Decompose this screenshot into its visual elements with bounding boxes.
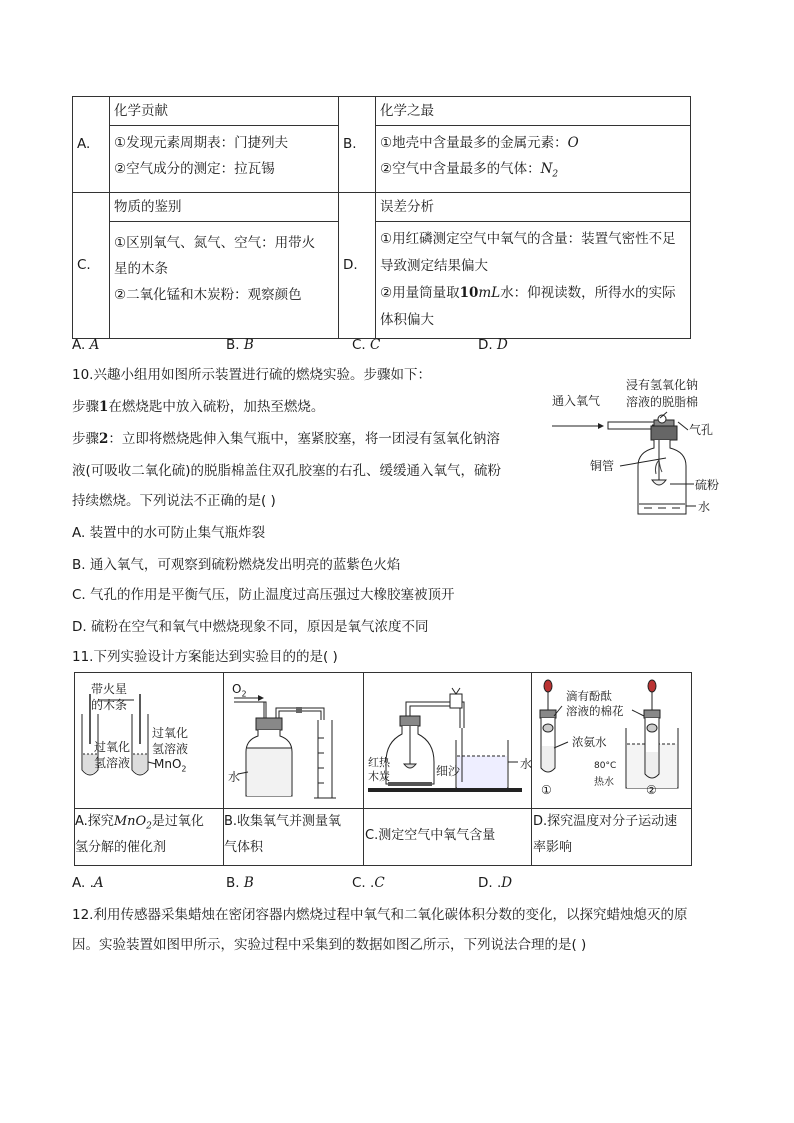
label-o2-inlet: $O_2$ [232, 682, 247, 699]
table-cell-b [376, 97, 691, 193]
q11-figure-c [364, 678, 528, 804]
label-sand: 细沙 [436, 764, 461, 778]
q9-option-b[interactable]: B. B [226, 337, 254, 353]
q12-stem-line1: 12.利用传感器采集蜡烛在密闭容器内燃烧过程中氧气和二氧化碳体积分数的变化，以探究蜡烛熄灭的原 [72, 907, 688, 923]
table-cell-label-c [73, 192, 110, 338]
q10-option-a[interactable]: A. 装置中的水可防止集气瓶炸裂 [72, 525, 266, 541]
q9-option-d[interactable]: D. D [478, 337, 508, 353]
option-label: B. [343, 136, 357, 153]
label-charcoal-1: 红热 [368, 756, 390, 769]
q10-stem: 10.兴趣小组用如图所示装置进行硫的燃烧实验。步骤如下： [72, 367, 431, 383]
cell-heading: 误差分析 [376, 193, 690, 222]
q11-caption-d-line2: 率影响 [533, 840, 573, 855]
q9-option-a[interactable]: A. A [72, 337, 100, 353]
q11-option-d[interactable]: D. .D [478, 875, 513, 891]
label-temp: 80°C [594, 761, 617, 771]
label-splint-2: 的木条 [91, 698, 128, 712]
cell-line: ②空气中含量最多的气体：$N_2$ [380, 161, 559, 180]
q11-option-a[interactable]: A. .A [72, 875, 104, 891]
q11-caption-d-line1: D.探究温度对分子运动速 [533, 814, 678, 829]
table-cell-label-b [339, 97, 376, 193]
label-cotton-line1: 浸有氢氧化钠 [626, 378, 699, 392]
q11-caption-b-line1: B.收集氧气并测量氧 [224, 814, 342, 829]
q9-option-c[interactable]: C. C [352, 337, 381, 353]
label-phenolphthalein-2: 溶液的棉花 [566, 704, 624, 718]
cell-line: ①地壳中含量最多的金属元素：O [380, 135, 579, 151]
table-cell-label-a [73, 97, 110, 193]
q11-caption-c: C.测定空气中氧气含量 [365, 828, 496, 843]
label-water-b: 水 [228, 770, 241, 784]
q11-caption-b-line2: 气体积 [224, 840, 264, 855]
label-tube-2: ② [646, 783, 657, 797]
label-copper-tube: 铜管 [590, 459, 615, 473]
cell-line: ①用红磷测定空气中氧气的含量：装置气密性不足 [380, 230, 676, 247]
q11-option-b[interactable]: B. B [226, 875, 254, 891]
label-water-c: 水 [520, 757, 533, 771]
cell-heading: 化学之最 [376, 97, 690, 126]
q10-step2-line2: 液(可吸收二氧化硫)的脱脂棉盖住双孔胶塞的右孔、缓缓通入氧气，硫粉 [72, 463, 502, 479]
q10-option-b[interactable]: B. 通入氧气，可观察到硫粉燃烧发出明亮的蓝紫色火焰 [72, 557, 401, 573]
label-h2o2-left-1: 过氧化 [94, 740, 131, 754]
option-label: A. [77, 136, 91, 153]
cell-line: ②二氧化锰和木炭粉：观察颜色 [114, 286, 302, 303]
q10-option-d[interactable]: D. 硫粉在空气和氧气中燃烧现象不同，原因是氧气浓度不同 [72, 619, 429, 635]
label-ammonia: 浓氨水 [572, 735, 607, 749]
cell-line: 星的木条 [114, 260, 168, 277]
label-phenolphthalein-1: 滴有酚酞 [566, 689, 612, 703]
q11-caption-a-line2: 氢分解的催化剂 [75, 840, 167, 855]
label-tube-1: ① [541, 783, 552, 797]
label-splint-1: 带火星 [91, 682, 128, 696]
cell-line: 体积偏大 [380, 311, 434, 328]
label-oxygen-in: 通入氧气 [552, 394, 601, 408]
label-h2o2-right-2: 氢溶液 [152, 742, 189, 756]
option-label: D. [343, 257, 358, 274]
cell-line: 导致测定结果偏大 [380, 257, 488, 274]
cell-heading: 化学贡献 [110, 97, 338, 126]
q9-options-table [72, 96, 691, 339]
cell-heading: 物质的鉴别 [110, 193, 338, 222]
q11-stem: 11.下列实验设计方案能达到实验目的的是( ) [72, 649, 338, 665]
q10-step2: 步骤2：立即将燃烧匙伸入集气瓶中，塞紧胶塞，将一团浸有氢氧化钠溶 [72, 431, 500, 447]
q12-stem-line2: 因。实验装置如图甲所示，实验过程中采集到的数据如图乙所示，下列说法合理的是( ) [72, 937, 587, 953]
table-cell-c [110, 192, 339, 338]
cell-line: ②用量筒量取10mL水：仰视读数，所得水的实际 [380, 284, 676, 301]
cell-line: ①区别氧气、氮气、空气：用带火 [114, 234, 316, 251]
label-hot-water: 热水 [594, 777, 614, 788]
q10-option-c[interactable]: C. 气孔的作用是平衡气压，防止温度过高压强过大橡胶塞被顶开 [72, 587, 455, 603]
table-cell-d [376, 192, 691, 338]
label-charcoal-2: 木炭 [368, 770, 390, 783]
q11-caption-a-line1: A.探究MnO$_2$是过氧化 [75, 814, 204, 832]
option-label: C. [77, 257, 91, 274]
label-h2o2-right-1: 过氧化 [152, 726, 189, 740]
q10-step2-line3: 持续燃烧。下列说法不正确的是( ) [72, 493, 276, 509]
q10-step1: 步骤1在燃烧匙中放入硫粉，加热至燃烧。 [72, 399, 325, 415]
label-sulfur: 硫粉 [695, 478, 720, 492]
label-mno2: MnO$_2$ [154, 757, 187, 774]
label-cotton-line2: 溶液的脱脂棉 [626, 395, 699, 409]
cell-line: ②空气成分的测定：拉瓦锡 [114, 161, 275, 177]
label-h2o2-left-2: 氢溶液 [94, 756, 131, 770]
table-cell-label-d [339, 192, 376, 338]
label-water: 水 [698, 500, 711, 514]
cell-line: ①发现元素周期表：门捷列夫 [114, 135, 289, 151]
label-air-hole: 气孔 [689, 423, 714, 437]
q11-option-c[interactable]: C. .C [352, 875, 385, 891]
table-cell-a [110, 97, 339, 193]
